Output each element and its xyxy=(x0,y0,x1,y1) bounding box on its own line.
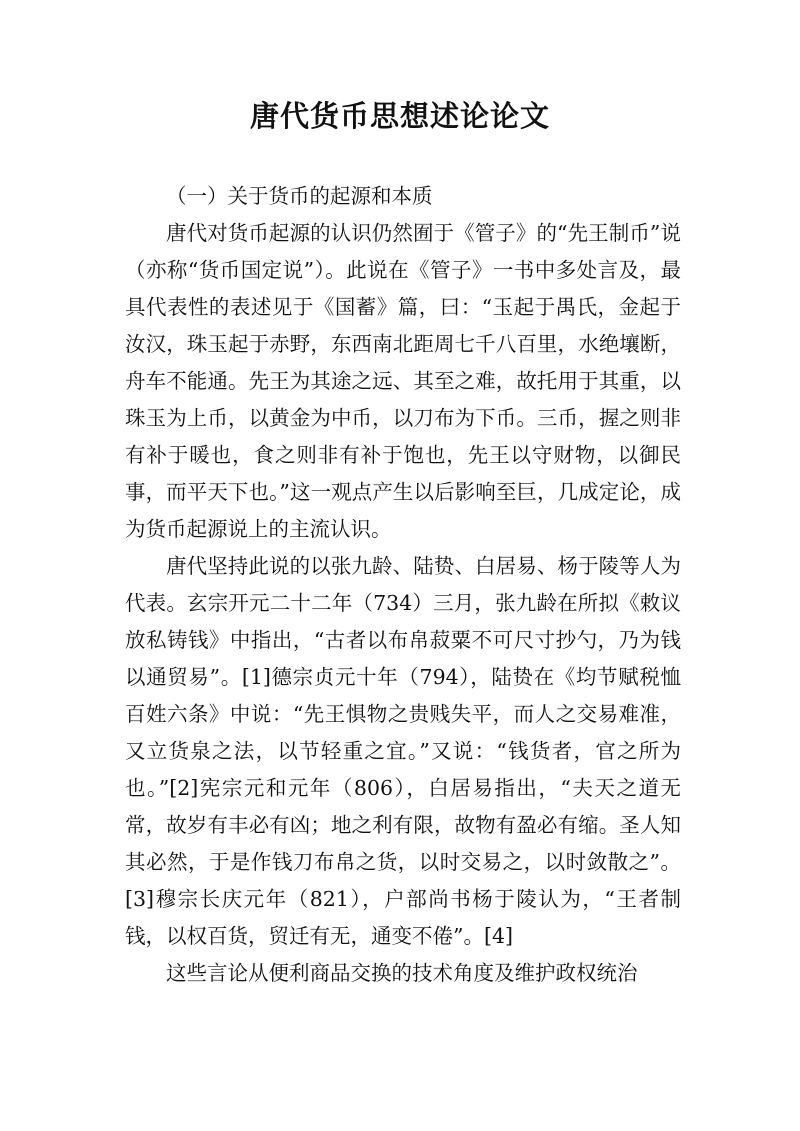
paragraph: 唐代坚持此说的以张九龄、陆贽、白居易、杨于陵等人为代表。玄宗开元二十二年（734）三月，张九龄在所拟《敕议放私铸钱》中指出，“古者以布帛菽粟不可尺寸抄勺，乃为钱以通贸易”。[1]德宗贞元十年（794），陆贽在《均节赋税恤百姓六条》中说：“先王惧物之贵贱失平，而人之交易难准，又立货泉之法，以节轻重之宜。”又说：“钱货者，官之所为也。”[2]宪宗元和元年（806），白居易指出，“夫天之道无常，故岁有丰必有凶；地之利有限，故物有盈必有缩。圣人知其必然，于是作钱刀布帛之货，以时交易之，以时敛散之”。[3]穆宗长庆元年（821），户部尚书杨于陵认为，“王者制钱，以权百货，贸迁有无，通变不倦”。[4] xyxy=(125,554,681,948)
paragraph: 这些言论从便利商品交换的技术角度及维护政权统治 xyxy=(166,961,638,985)
paragraph: 唐代对货币起源的认识仍然囿于《管子》的“先王制币”说（亦称“货币国定说”）。此说在《管子》一书中多处言及，最具代表性的表述见于《国蓄》篇，曰：“玉起于禺氏，金起于汝汉，珠玉起于赤野，东西南北距周七千八百里，水绝壤断，舟车不能通。先王为其途之远、其至之难，故托用于其重，以珠玉为上币，以黄金为中币，以刀布为下币。三币，握之则非有补于暖也，食之则非有补于饱也，先王以守财物，以御民事，而平天下也。”这一观点产生以后影响至巨，几成定论，成为货币起源说上的主流认识。 xyxy=(125,221,681,541)
section-heading: （一）关于货币的起源和本质 xyxy=(166,184,433,208)
document-body xyxy=(125,178,681,992)
document-title: 唐代货币思想述论论文 xyxy=(249,99,550,133)
